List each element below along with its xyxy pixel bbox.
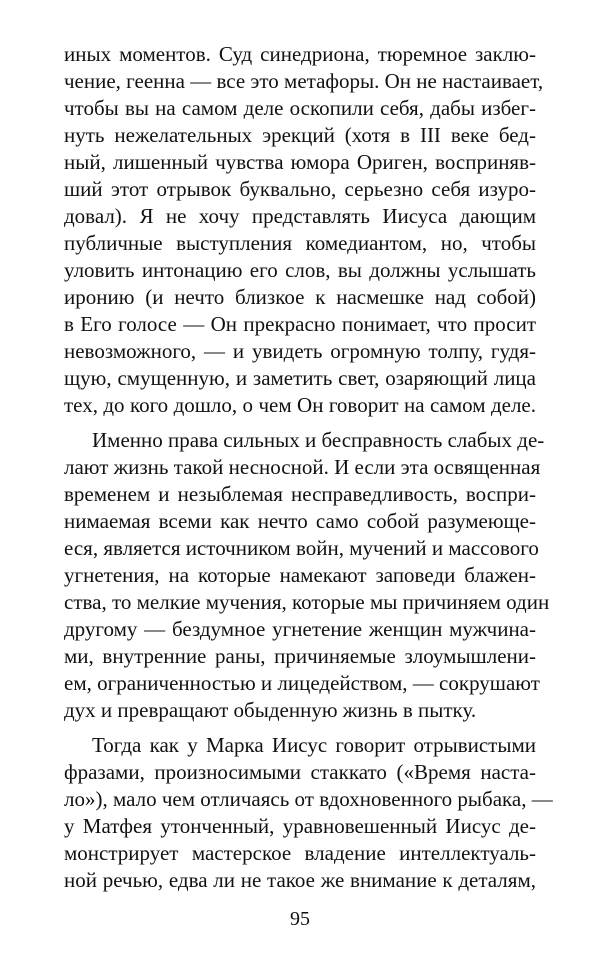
text-line: щую, смущенную, и заметить свет, озаряющий лица bbox=[64, 366, 536, 390]
text-line: ло»), мало чем отличаясь от вдохновенного рыбака, — bbox=[64, 787, 553, 811]
text-line: невозможного, — и увидеть огромную толпу, гудя- bbox=[64, 339, 536, 363]
text-line: угнетения, на которые намекают заповеди блажен- bbox=[64, 563, 536, 587]
text-line: тех, до кого дошло, о чем Он говорит на самом деле. bbox=[64, 393, 536, 417]
text-line: другому — бездумное угнетение женщин мужчина- bbox=[64, 617, 536, 641]
text-line: публичные выступления комедиантом, но, чтобы bbox=[64, 231, 536, 255]
text-line: ства, то мелкие мучения, которые мы причиняем один bbox=[64, 590, 550, 614]
text-line: у Матфея утонченный, уравновешенный Иисус де- bbox=[64, 814, 536, 838]
text-line: дух и превращают обыденную жизнь в пытку. bbox=[64, 698, 477, 722]
text-line: чтобы вы на самом деле оскопили себя, дабы избег- bbox=[64, 96, 536, 120]
text-line: фразами, произносимыми стаккато («Время наста- bbox=[64, 760, 536, 784]
text-line: ший этот отрывок буквально, серьезно себя изуро- bbox=[64, 177, 536, 201]
text-line: ми, внутренние раны, причиняемые злоумышлени- bbox=[64, 644, 536, 668]
text-line: уловить интонацию его слов, вы должны услышать bbox=[64, 258, 536, 282]
text-line: ем, ограниченностью и лицедейством, — сокрушают bbox=[64, 671, 540, 695]
text-line: ный, лишенный чувства юмора Ориген, восприняв- bbox=[64, 150, 536, 174]
text-line: Тогда как у Марка Иисус говорит отрывистыми bbox=[92, 733, 536, 757]
text-line: довал). Я не хочу представлять Иисуса дающим bbox=[64, 204, 536, 228]
text-line: еся, является источником войн, мучений и массового bbox=[64, 536, 539, 560]
text-line: в Его голосе — Он прекрасно понимает, что просит bbox=[64, 312, 536, 336]
text-line: монстрирует мастерское владение интеллектуаль- bbox=[64, 841, 536, 865]
text-line: чение, геенна — все это метафоры. Он не настаивает, bbox=[64, 69, 544, 93]
text-line: лают жизнь такой несносной. И если эта освященная bbox=[64, 455, 541, 479]
text-line: нуть нежелательных эрекций (хотя в III веке бед- bbox=[64, 123, 536, 147]
text-line: иных моментов. Суд синедриона, тюремное заклю- bbox=[64, 42, 536, 66]
text-line: ной речью, едва ли не такое же внимание к деталям, bbox=[64, 868, 536, 892]
text-line: нимаемая всеми как нечто само собой разумеюще- bbox=[64, 509, 536, 533]
text-line: временем и незыблемая несправедливость, воспри- bbox=[64, 482, 536, 506]
text-line: иронию (и нечто близкое к насмешке над собой) bbox=[64, 285, 536, 309]
text-line: Именно права сильных и бесправность слабых де- bbox=[92, 428, 545, 452]
page-number: 95 bbox=[290, 908, 310, 930]
